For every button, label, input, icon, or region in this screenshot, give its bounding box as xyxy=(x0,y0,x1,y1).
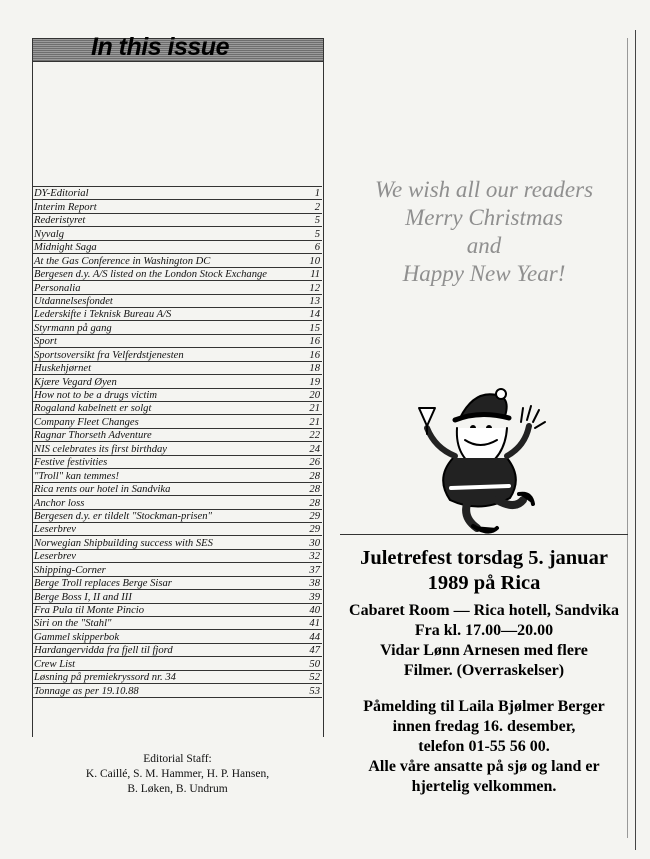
toc-entry-page: 15 xyxy=(309,322,320,334)
toc-entry-page: 53 xyxy=(309,685,320,697)
toc-entry-page: 28 xyxy=(309,484,320,496)
section-header xyxy=(32,33,324,62)
toc-entry-title: Berge Boss I, II and III xyxy=(34,591,132,603)
toc-entry-page: 10 xyxy=(309,255,320,267)
toc-entry xyxy=(32,389,322,402)
toc-entry-page: 39 xyxy=(309,591,320,603)
toc-entry xyxy=(32,321,322,334)
toc-entry xyxy=(32,536,322,549)
staff-line-2: B. Løken, B. Undrum xyxy=(127,783,228,795)
toc-entry xyxy=(32,496,322,509)
toc-entry xyxy=(32,483,322,496)
event-line-3: Vidar Lønn Arnesen med flere xyxy=(380,642,588,659)
christmas-party-notice xyxy=(340,546,628,797)
event-line-1: Cabaret Room — Rica hotell, Sandvika xyxy=(349,602,619,619)
toc-entry-page: 50 xyxy=(309,658,320,670)
toc-entry-title: Bergesen d.y. A/S listed on the London Stock Exchange xyxy=(34,269,268,281)
toc-entry-title: Utdannelsesfondet xyxy=(34,295,113,307)
toc-entry-page: 44 xyxy=(309,631,320,643)
toc-entry-title: Festive festivities xyxy=(34,457,108,469)
toc-entry-title: Company Fleet Changes xyxy=(34,416,139,428)
holiday-greeting xyxy=(340,176,628,288)
event-line-5: Påmelding til Laila Bjølmer Berger xyxy=(363,698,605,715)
section-title: In this issue xyxy=(91,33,229,61)
toc-entry-title: How not to be a drugs victim xyxy=(34,390,157,401)
santa-claus-illustration xyxy=(405,378,555,538)
toc-entry-page: 21 xyxy=(309,416,320,428)
event-line-6: innen fredag 16. desember, xyxy=(392,718,576,735)
toc-entry-title: Shipping-Corner xyxy=(34,564,106,576)
toc-entry xyxy=(32,442,322,455)
toc-entry-title: Hardangervidda fra fjell til fjord xyxy=(34,645,173,657)
event-title-1: Juletrefest torsdag 5. januar xyxy=(360,547,608,569)
toc-entry-title: Sportsoversikt fra Velferdstjenesten xyxy=(34,349,184,361)
toc-entry-page: 6 xyxy=(314,242,320,254)
toc-entry xyxy=(32,630,322,643)
toc-entry xyxy=(32,254,322,267)
toc-entry-title: Rica rents our hotel in Sandvika xyxy=(34,484,171,496)
toc-entry-page: 14 xyxy=(309,309,320,321)
toc-entry-title: Rogaland kabelnett er solgt xyxy=(34,403,152,415)
toc-entry-page: 16 xyxy=(309,349,320,361)
toc-entry-title: Rederistyret xyxy=(34,215,86,227)
toc-entry xyxy=(32,362,322,375)
toc-entry-title: Leserbrev xyxy=(34,524,76,536)
toc-entry-page: 18 xyxy=(309,363,320,375)
toc-entry xyxy=(32,590,322,603)
toc-entry xyxy=(32,644,322,657)
toc-entry-page: 40 xyxy=(309,605,320,616)
toc-entry xyxy=(32,617,322,630)
toc-entry-page: 20 xyxy=(309,390,320,401)
event-line-9: hjertelig velkommen. xyxy=(411,778,557,795)
toc-entry xyxy=(32,456,322,469)
toc-entry-page: 19 xyxy=(309,376,320,388)
staff-heading: Editorial Staff: xyxy=(143,753,212,765)
toc-entry-page: 52 xyxy=(309,672,320,684)
toc-entry-page: 29 xyxy=(309,510,320,522)
toc-entry-page: 5 xyxy=(314,228,320,240)
toc-entry-page: 28 xyxy=(309,470,320,482)
event-title-2: 1989 på Rica xyxy=(427,572,541,594)
toc-entry-title: Løsning på premiekryssord nr. 34 xyxy=(34,672,176,684)
toc-entry-page: 38 xyxy=(309,578,320,590)
toc-entry xyxy=(32,281,322,294)
event-line-7: telefon 01-55 56 00. xyxy=(418,738,550,755)
toc-entry-title: Lederskifte i Teknisk Bureau A/S xyxy=(34,309,172,321)
toc-entry-page: 21 xyxy=(309,403,320,415)
toc-entry-title: Anchor loss xyxy=(34,497,85,509)
toc-entry-title: Midnight Saga xyxy=(34,242,97,254)
toc-entry-title: DY-Editorial xyxy=(34,188,89,200)
toc-entry xyxy=(32,577,322,590)
toc-entry xyxy=(32,241,322,254)
toc-entry xyxy=(32,550,322,563)
greeting-line-1: We wish all our readers xyxy=(374,177,594,202)
toc-entry-title: Sport xyxy=(34,336,57,348)
greeting-line-4: Happy New Year! xyxy=(402,261,566,286)
toc-entry-title: NIS celebrates its first birthday xyxy=(34,443,168,455)
toc-entry-title: Gammel skipperbok xyxy=(34,631,120,643)
toc-entry xyxy=(32,227,322,240)
toc-entry-title: Ragnar Thorseth Adventure xyxy=(34,430,152,442)
toc-entry xyxy=(32,335,322,348)
greeting-line-2: Merry Christmas xyxy=(405,205,563,230)
toc-entry-page: 32 xyxy=(309,551,320,563)
toc-entry-page: 1 xyxy=(314,188,320,200)
toc-entry-title: Fra Pula til Monte Pincio xyxy=(34,605,145,616)
toc-entry xyxy=(32,523,322,536)
toc-entry xyxy=(32,563,322,576)
toc-entry-page: 13 xyxy=(309,295,320,307)
toc-entry xyxy=(32,429,322,442)
toc-entry xyxy=(32,214,322,227)
toc-entry xyxy=(32,684,322,697)
toc-entry-title: Crew List xyxy=(34,658,76,670)
toc-entry-title: Bergesen d.y. er tildelt "Stockman-prisen" xyxy=(34,510,212,522)
toc-entry-page: 5 xyxy=(314,215,320,227)
toc-entry-title: Personalia xyxy=(34,282,81,294)
page-edge xyxy=(635,30,636,850)
toc-entry xyxy=(32,657,322,670)
toc-entry xyxy=(32,348,322,361)
toc-entry-title: Leserbrev xyxy=(34,551,76,563)
toc-entry xyxy=(32,200,322,213)
toc-entry-title: Berge Troll replaces Berge Sisar xyxy=(34,578,172,590)
toc-entry xyxy=(32,187,322,200)
table-of-contents xyxy=(32,186,322,698)
toc-entry-title: Interim Report xyxy=(34,201,97,213)
toc-entry xyxy=(32,375,322,388)
toc-entry-title: Styrmann på gang xyxy=(34,322,112,334)
toc-entry-page: 24 xyxy=(309,443,320,455)
toc-entry-page: 28 xyxy=(309,497,320,509)
toc-entry-page: 37 xyxy=(309,564,320,576)
toc-entry xyxy=(32,415,322,428)
toc-entry-title: "Troll" kan temmes! xyxy=(34,470,120,482)
event-line-4: Filmer. (Overraskelser) xyxy=(403,662,565,679)
toc-entry-page: 22 xyxy=(309,430,320,442)
toc-entry-page: 11 xyxy=(310,269,320,281)
toc-entry-page: 2 xyxy=(314,201,320,213)
toc-entry-page: 47 xyxy=(309,645,320,657)
toc-entry xyxy=(32,604,322,617)
toc-entry-title: Huskehjørnet xyxy=(34,363,92,375)
toc-entry-page: 30 xyxy=(309,537,320,549)
greeting-line-3: and xyxy=(466,233,502,258)
toc-entry-page: 41 xyxy=(309,618,320,630)
editorial-staff xyxy=(40,752,315,797)
staff-line-1: K. Caillé, S. M. Hammer, H. P. Hansen, xyxy=(85,768,270,780)
divider-rule xyxy=(340,534,628,535)
toc-entry xyxy=(32,671,322,684)
toc-entry xyxy=(32,510,322,523)
toc-entry xyxy=(32,402,322,415)
toc-entry-title: Kjære Vegard Øyen xyxy=(34,376,117,388)
toc-entry xyxy=(32,295,322,308)
event-line-8: Alle våre ansatte på sjø og land er xyxy=(368,758,600,775)
toc-entry-page: 12 xyxy=(309,282,320,294)
toc-entry-title: At the Gas Conference in Washington DC xyxy=(34,255,211,267)
toc-entry xyxy=(32,268,322,281)
toc-entry-title: Norwegian Shipbuilding success with SES xyxy=(34,537,213,549)
toc-entry-page: 16 xyxy=(309,336,320,348)
event-line-2: Fra kl. 17.00—20.00 xyxy=(414,622,554,639)
toc-entry-title: Tonnage as per 19.10.88 xyxy=(34,685,139,697)
toc-entry-page: 26 xyxy=(309,457,320,469)
toc-entry-title: Nyvalg xyxy=(34,228,65,240)
toc-entry-title: Siri on the "Stahl" xyxy=(34,618,112,630)
toc-entry xyxy=(32,469,322,482)
toc-entry-page: 29 xyxy=(309,524,320,536)
toc-entry xyxy=(32,308,322,321)
